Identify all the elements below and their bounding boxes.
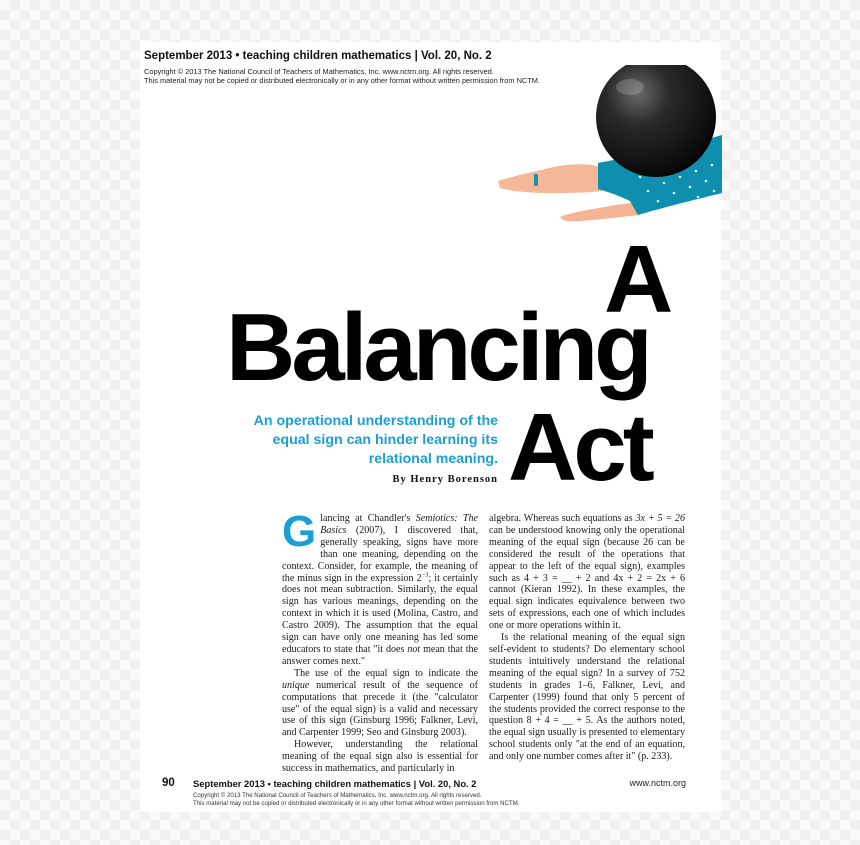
paragraph: Is the relational meaning of the equal sign self-evident to students? Do elementary school students intuitively understand the relational meaning of the equal sign? In a survey of 752 students in grades 1–6, Falkner, Levi, and Carpenter (1999) found that only 5 percent of the students provided the correct response to the question 8 + 4 = __ + 5. As the authors noted, the equal sign usually is presented to elementary school students only "at the end of an equation, and only one number comes after it" (p. 233). [489, 632, 685, 763]
balancing-ball-illustration [490, 65, 722, 235]
article-subtitle: An operational understanding of the equal sign can hinder learning its relational meaning. [253, 413, 498, 467]
paragraph: algebra. Whereas such equations as 3x + 5 = 26 can be understood knowing only the operational meaning of the equal sign (because 26 can be considered the result of the operations that appear to the left of the equal sign), examples such as 4 + 3 = __ + 2 and 4x + 2 = 2x + 6 cannot (Kieran 1992). In these examples, the equal sign indicates equivalence between two sets of expressions, each one of which includes one or more operations within it. [489, 513, 685, 632]
paragraph: Glancing at Chandler's Semiotics: The Basics (2007), I discovered that, generally speaking, signs have more than one meaning, depending on the context. Consider, for example, the meaning of the minus sign in the expression $2^{-3}$; it certainly does not mean subtraction. Similarly, the equal sign has various meanings, depending on the context in which it is used (Molina, Castro, and Castro 2009). The assumption that the equal sign can have only one meaning has led some educators to state that "it does not mean that the answer comes next." [282, 507, 479, 667]
lower-hand [560, 202, 640, 221]
running-head: September 2013 • teaching children mathematics | Vol. 20, No. 2 [144, 50, 492, 62]
body-column-2 [489, 513, 685, 763]
footer-running-head: September 2013 • teaching children mathematics | Vol. 20, No. 2 [193, 778, 477, 789]
title-word-balancing: Balancing [226, 294, 649, 401]
paragraph: The use of the equal sign to indicate the unique numerical result of the sequence of computations that precede it (the "calculator use" of the equal sign) is a valid and necessary use of this sign (Ginsburg 1996; Falkner, Levi, and Carpenter 1999; Seo and Ginsburg 2003). [282, 667, 478, 739]
footer-copyright: Copyright © 2013 The National Council of Teachers of Mathematics, Inc. www.nctm.org. All rights reserved. This material may not be copied or distributed electronically or in any other format without written permission from NCTM. [193, 792, 520, 807]
page-number: 90 [162, 777, 175, 789]
body-column-1 [282, 507, 479, 775]
title-word-act: Act [508, 394, 651, 501]
byline: By Henry Borenson [392, 474, 498, 485]
paragraph: However, understanding the relational meaning of the equal sign also is essential for success in mathematics, and particularly in [282, 739, 478, 775]
footer-url-link[interactable]: www.nctm.org [629, 778, 686, 788]
header-copyright: Copyright © 2013 The National Council of Teachers of Mathematics, Inc. www.nctm.org. All rights reserved. This material may not be copied or distributed electronically or in any other format without written permission from NCTM. [144, 67, 540, 85]
upper-hand [498, 164, 608, 193]
drop-cap: G [282, 507, 317, 556]
title-word-a: A [604, 226, 671, 333]
